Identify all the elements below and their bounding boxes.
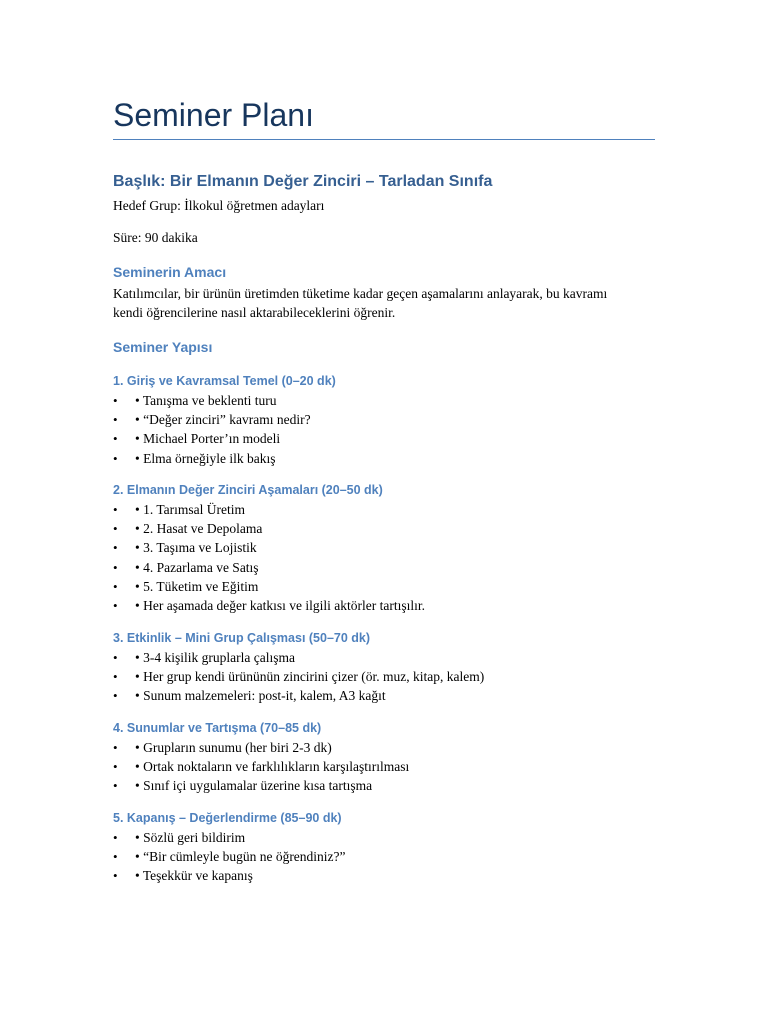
- seminar-heading: Başlık: Bir Elmanın Değer Zinciri – Tarladan Sınıfa: [113, 173, 493, 190]
- target-group-text: Hedef Grup: İlkokul öğretmen adayları: [113, 198, 325, 213]
- purpose-line-2: kendi öğrencilerine nasıl aktarabileceklerini öğrenir.: [113, 305, 396, 320]
- title-divider: [113, 139, 655, 140]
- bullet-icon: •: [113, 868, 118, 884]
- section-2-title: 2. Elmanın Değer Zinciri Aşamaları (20–50 dk): [113, 483, 383, 497]
- bullet-icon: •: [113, 849, 118, 865]
- duration-text: Süre: 90 dakika: [113, 230, 198, 245]
- bullet-icon: •: [113, 740, 118, 755]
- bullet-icon: •: [113, 450, 118, 466]
- bullet-icon: •: [113, 778, 118, 794]
- bullet-icon: •: [113, 578, 118, 594]
- bullet-icon: •: [113, 393, 118, 408]
- bullet-icon: •: [113, 502, 118, 517]
- bullet-icon: •: [113, 431, 118, 447]
- bullet-icon: •: [113, 540, 118, 556]
- purpose-line-1: Katılımcılar, bir ürünün üretimden tüketime kadar geçen aşamalarını anlayarak, bu kavramı: [113, 286, 608, 301]
- bullet-icon: •: [113, 521, 118, 537]
- structure-heading: Seminer Yapısı: [113, 339, 213, 355]
- bullet-icon: •: [113, 688, 118, 704]
- section-1-title: 1. Giriş ve Kavramsal Temel (0–20 dk): [113, 374, 336, 388]
- bullet-icon: •: [113, 759, 118, 775]
- bullet-icon: •: [113, 412, 118, 428]
- document-title: Seminer Planı: [113, 97, 314, 133]
- bullet-icon: •: [113, 597, 118, 613]
- bullet-icon: •: [113, 559, 118, 575]
- purpose-heading: Seminerin Amacı: [113, 264, 227, 280]
- bullet-icon: •: [113, 669, 118, 685]
- section-4-title: 4. Sunumlar ve Tartışma (70–85 dk): [113, 721, 322, 735]
- section-5-title: 5. Kapanış – Değerlendirme (85–90 dk): [113, 811, 342, 825]
- bullet-icon: •: [113, 650, 118, 665]
- section-3-title: 3. Etkinlik – Mini Grup Çalışması (50–70 dk): [113, 631, 371, 645]
- bullet-icon: •: [113, 830, 118, 845]
